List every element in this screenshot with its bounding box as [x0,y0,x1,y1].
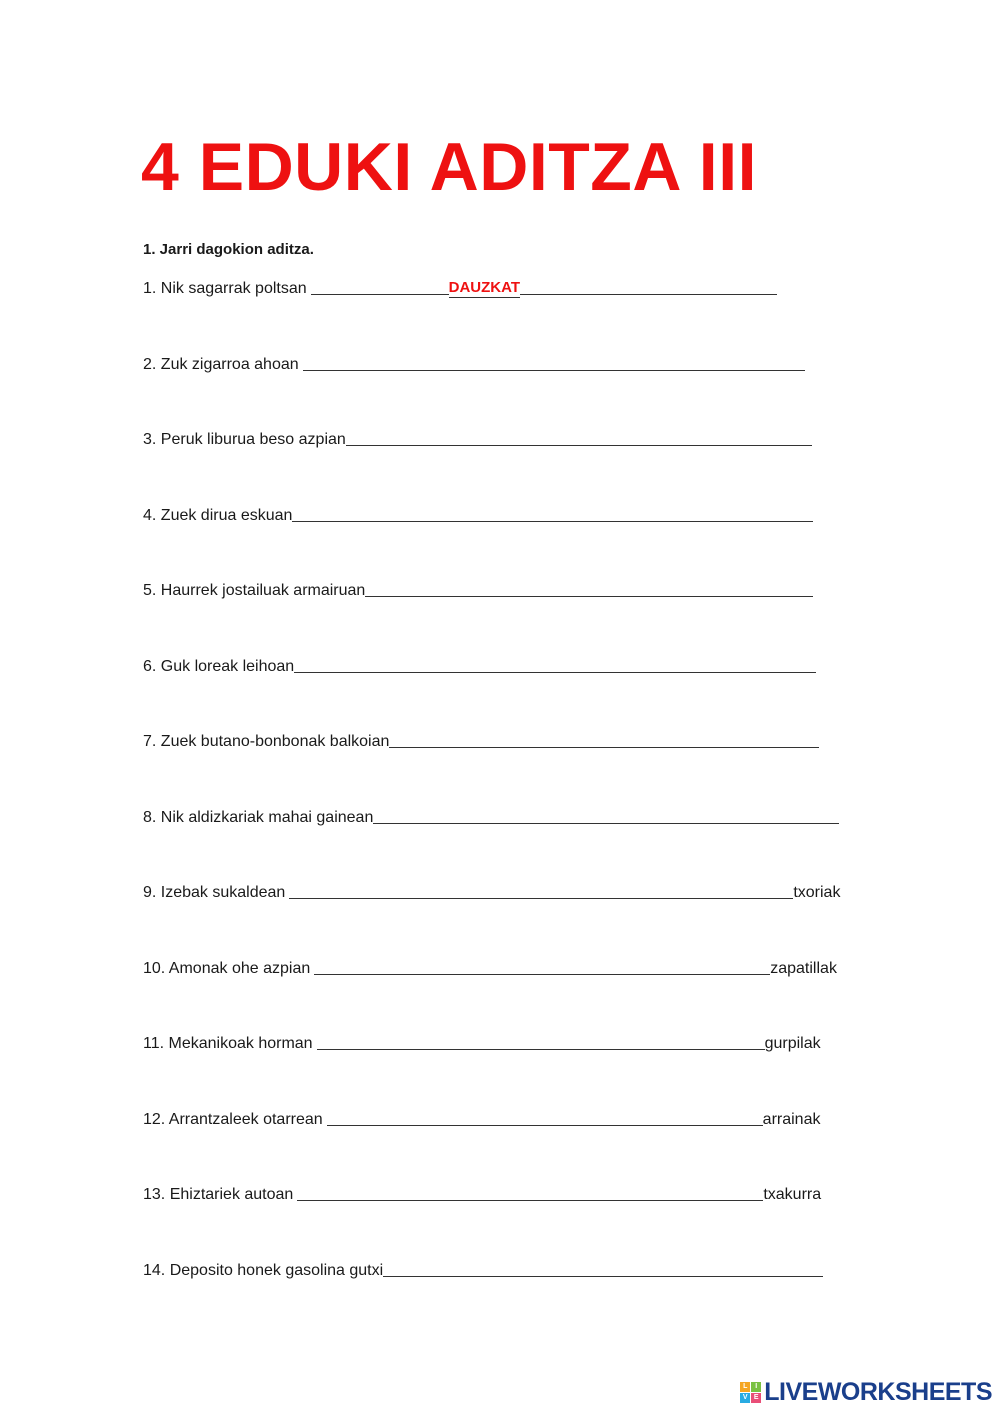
answer-blank-left [311,279,449,295]
item-prompt: 4. Zuek dirua eskuan [143,507,293,524]
exercise-item-12 [143,1107,820,1129]
answer-input[interactable] [327,1110,763,1126]
item-prompt: 8. Nik aldizkariak mahai gainean [143,809,374,826]
logo-tile: E [751,1393,761,1403]
page-title: 4 EDUKI ADITZA III [141,129,757,205]
answer-input[interactable] [297,1185,763,1201]
item-suffix: gurpilak [764,1035,821,1052]
answer-input[interactable] [317,1034,765,1050]
answer-input[interactable] [292,506,813,522]
logo-tile: I [751,1382,761,1392]
answer-input[interactable] [383,1261,823,1277]
item-prompt: 12. Arrantzaleek otarrean [143,1111,323,1128]
exercise-item-8 [143,805,839,827]
logo-text: LIVEWORKSHEETS [764,1378,992,1406]
item-prompt: 6. Guk loreak leihoan [143,658,295,675]
item-prompt: 13. Ehiztariek autoan [143,1186,294,1203]
exercise-item-5 [143,578,813,600]
exercise-item-1 [143,276,777,298]
exercise-item-2 [143,352,805,374]
liveworksheets-logo[interactable] [740,1378,992,1407]
item-prompt: 10. Amonak ohe azpian [143,960,311,977]
item-prompt: 9. Izebak sukaldean [143,884,286,901]
exercise-item-6 [143,654,816,676]
logo-tile: L [740,1382,750,1392]
answer-input[interactable] [373,808,839,824]
item-suffix: txoriak [793,884,841,901]
answer-input[interactable] [289,883,793,899]
answer-input[interactable] [346,430,812,446]
item-suffix: txakurra [763,1186,822,1203]
answer-input[interactable] [365,581,813,597]
exercise-item-7 [143,729,819,751]
answer-input[interactable] [303,355,805,371]
logo-tile: V [740,1393,750,1403]
item-prompt: 14. Deposito honek gasolina gutxi [143,1262,384,1279]
exercise-item-11 [143,1031,821,1053]
answer-blank-right [520,279,777,295]
item-suffix: arrainak [762,1111,821,1128]
answer-input[interactable]: DAUZKAT [448,279,521,296]
exercise-item-4 [143,503,813,525]
answer-input[interactable] [389,732,819,748]
exercise-item-3 [143,427,812,449]
item-prompt: 3. Peruk liburua beso azpian [143,431,346,448]
item-suffix: zapatillak [770,960,837,977]
logo-icon [740,1382,761,1403]
item-prompt: 5. Haurrek jostailuak armairuan [143,582,366,599]
exercise-item-9 [143,880,840,902]
instruction: 1. Jarri dagokion aditza. [143,241,314,258]
item-prompt: 11. Mekanikoak horman [143,1035,313,1052]
item-prompt: 7. Zuek butano-bonbonak balkoian [143,733,390,750]
exercise-item-14 [143,1258,823,1280]
exercise-item-13 [143,1182,821,1204]
exercise-item-10 [143,956,837,978]
item-prompt: 2. Zuk zigarroa ahoan [143,356,299,373]
answer-input[interactable] [314,959,770,975]
item-prompt: 1. Nik sagarrak poltsan [143,280,307,297]
answer-input[interactable] [294,657,816,673]
